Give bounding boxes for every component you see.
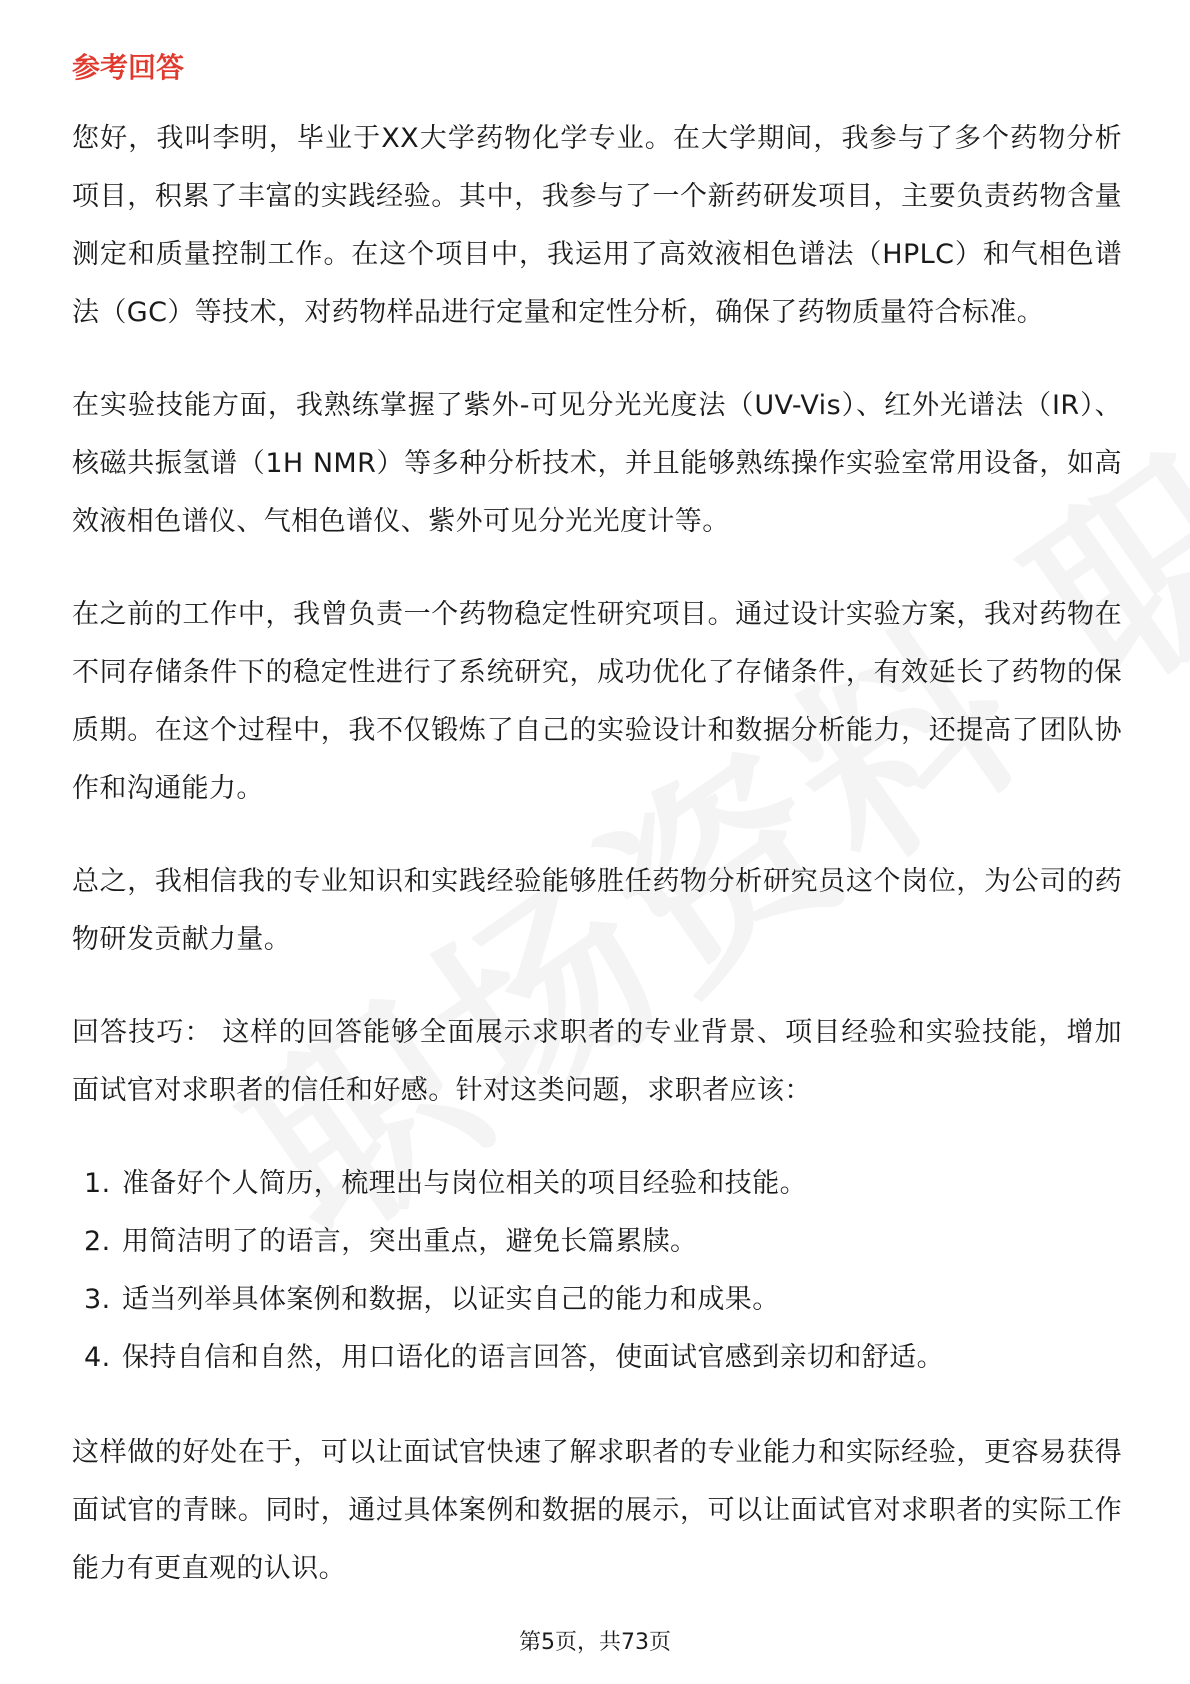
- list-item-text: 适当列举具体案例和数据，以证实自己的能力和成果。: [122, 1284, 780, 1315]
- page-number-footer: 第5页，共73页: [519, 1630, 671, 1655]
- list-item-number: 1.: [84, 1168, 111, 1199]
- list-item-number: 3.: [84, 1284, 111, 1315]
- list-item: [84, 1213, 1122, 1271]
- paragraph-skills: 在实验技能方面，我熟练掌握了紫外-可见分光光度法（UV-Vis）、红外光谱法（IR）、核磁共振氢谱（1H NMR）等多种分析技术，并且能够熟练操作实验室常用设备，如高效液相色谱仪、气相色谱仪、紫外可见分光光度计等。: [72, 390, 1122, 537]
- paragraph-summary: 总之，我相信我的专业知识和实践经验能够胜任药物分析研究员这个岗位，为公司的药物研发贡献力量。: [72, 866, 1122, 955]
- paragraph-closing: 这样做的好处在于，可以让面试官快速了解求职者的专业能力和实际经验，更容易获得面试官的青睐。同时，通过具体案例和数据的展示，可以让面试官对求职者的实际工作能力有更直观的认识。: [72, 1437, 1122, 1584]
- list-item-number: 2.: [84, 1226, 111, 1257]
- document-content: [72, 48, 1122, 1633]
- paragraph-introduction: 您好，我叫李明，毕业于XX大学药物化学专业。在大学期间，我参与了多个药物分析项目，积累了丰富的实践经验。其中，我参与了一个新药研发项目，主要负责药物含量测定和质量控制工作。在这个项目中，我运用了高效液相色谱法（HPLC）和气相色谱法（GC）等技术，对药物样品进行定量和定性分析，确保了药物质量符合标准。: [72, 123, 1122, 328]
- list-item-number: 4.: [84, 1342, 111, 1373]
- paragraph-experience: 在之前的工作中，我曾负责一个药物稳定性研究项目。通过设计实验方案，我对药物在不同存储条件下的稳定性进行了系统研究，成功优化了存储条件，有效延长了药物的保质期。在这个过程中，我不仅锻炼了自己的实验设计和数据分析能力，还提高了团队协作和沟通能力。: [72, 599, 1122, 804]
- tips-list: [72, 1155, 1122, 1387]
- list-item: [84, 1271, 1122, 1329]
- list-item-text: 用简洁明了的语言，突出重点，避免长篇累牍。: [122, 1226, 698, 1257]
- section-heading: 参考回答: [72, 51, 185, 84]
- paragraph-answer-tips: 回答技巧： 这样的回答能够全面展示求职者的专业背景、项目经验和实验技能，增加面试官对求职者的信任和好感。针对这类问题，求职者应该：: [72, 1017, 1122, 1106]
- list-item-text: 准备好个人简历，梳理出与岗位相关的项目经验和技能。: [122, 1168, 807, 1199]
- list-item-text: 保持自信和自然，用口语化的语言回答，使面试官感到亲切和舒适。: [122, 1342, 944, 1373]
- list-item: [84, 1329, 1122, 1387]
- list-item: [84, 1155, 1122, 1213]
